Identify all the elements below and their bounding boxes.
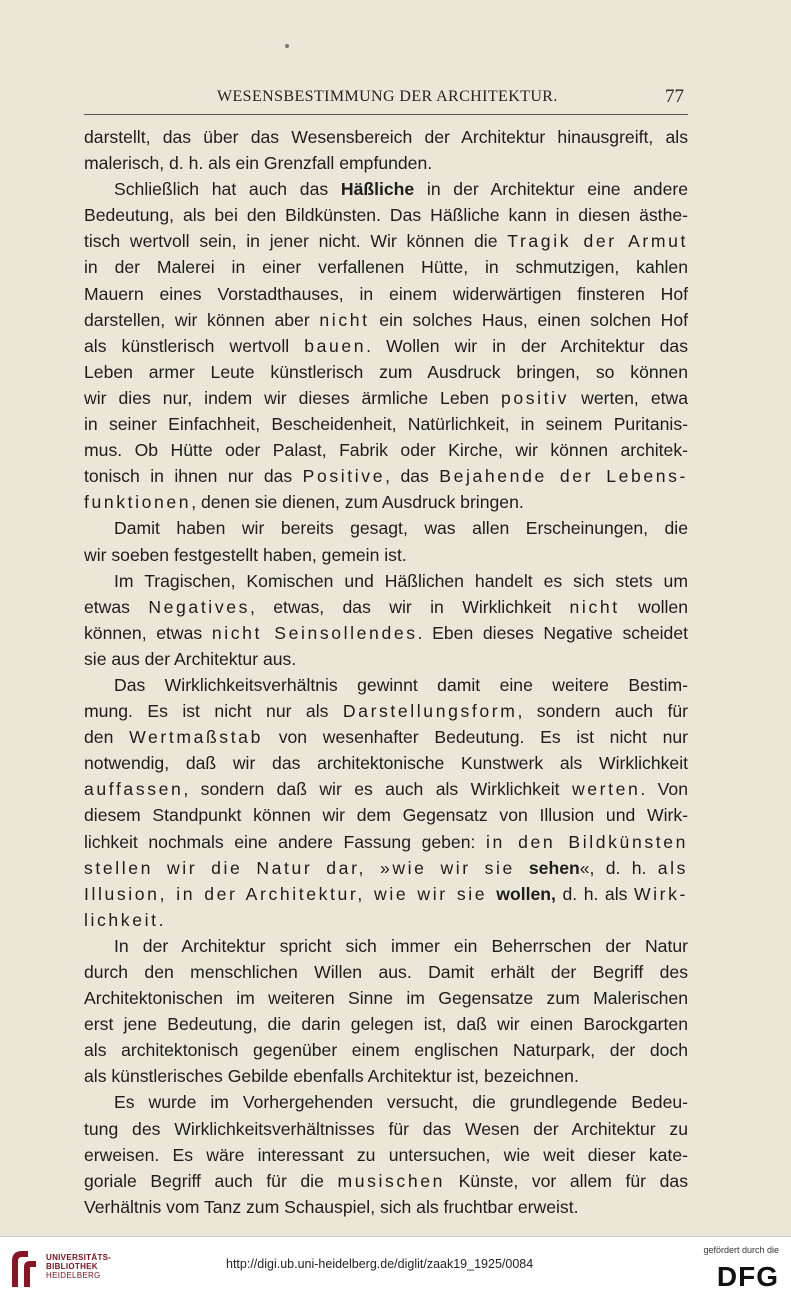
text-run: Leben armer Leute künstlerisch zum Ausdruck bringen, so können xyxy=(84,361,688,382)
text-line xyxy=(84,594,688,620)
text-line xyxy=(84,776,688,802)
text-run: etwas xyxy=(84,596,149,617)
text-run: von wesenhafter Bedeutung. Es ist nicht nur xyxy=(262,727,688,748)
text-line xyxy=(84,150,688,176)
spaced-emphasis: Wertmaßstab xyxy=(129,727,263,748)
text-run: durch den menschlichen Willen aus. Damit erhält der Begriff des xyxy=(84,962,688,982)
text-run: Damit haben wir bereits gesagt, was allen Erscheinungen, die xyxy=(114,518,688,539)
bold-emphasis: sehen xyxy=(528,857,580,878)
text-line xyxy=(84,489,688,515)
spaced-emphasis: Bejahende der Lebens- xyxy=(439,466,688,487)
text-line xyxy=(84,646,688,672)
text-run: Es wurde im Vorhergehenden versucht, die grundlegende Bedeu- xyxy=(114,1092,688,1113)
text-line xyxy=(84,228,688,254)
text-run: , das xyxy=(385,466,440,487)
text-run: Das Wirklichkeitsverhältnis gewinnt damit eine weitere Bestim- xyxy=(114,674,688,695)
text-line xyxy=(84,568,688,594)
spaced-emphasis: als xyxy=(657,857,689,878)
spaced-emphasis: in den Bildkünsten xyxy=(485,831,688,852)
text-run: in der Architektur eine andere xyxy=(414,179,688,200)
permalink-url[interactable]: http://digi.ub.uni-heidelberg.de/diglit/zaak19_1925/0084 xyxy=(226,1257,534,1271)
text-line xyxy=(84,202,688,228)
bold-emphasis: wollen, xyxy=(496,883,556,904)
text-run: Verhältnis vom Tanz zum Schauspiel, sich als fruchtbar erweist. xyxy=(84,1196,579,1217)
text-line xyxy=(84,1142,688,1168)
spaced-emphasis: nicht xyxy=(569,596,620,617)
spaced-emphasis: bauen xyxy=(304,335,367,356)
text-run: erst jene Bedeutung, die darin gelegen ist, daß wir einen Barockgarten xyxy=(84,1014,688,1035)
text-run: In der Architektur spricht sich immer ein Beherrschen der Natur xyxy=(114,935,688,956)
paper-speck xyxy=(285,44,289,48)
bold-emphasis: Häßliche xyxy=(340,179,415,200)
spaced-emphasis: Positive xyxy=(302,466,386,487)
spaced-emphasis: Illusion, in der Architektur, wie wir sie xyxy=(84,883,497,904)
text-run: tung des Wirklichkeitsverhältnisses für das Wesen der Architektur zu xyxy=(84,1118,688,1139)
text-line xyxy=(84,1089,688,1115)
text-run: wollen xyxy=(619,596,688,617)
spaced-emphasis: positiv xyxy=(501,387,570,408)
text-run: tisch wertvoll sein, in jener nicht. Wir können die xyxy=(84,231,508,252)
text-run: darstellen, wir können aber xyxy=(84,309,320,330)
text-line xyxy=(84,385,688,411)
text-run: in der Malerei in einer verfallenen Hütte, in schmutzigen, kahlen xyxy=(84,257,688,278)
text-line xyxy=(84,515,688,541)
text-line xyxy=(84,542,688,568)
text-run: , etwas, das wir in Wirklichkeit xyxy=(250,596,570,617)
text-run: . xyxy=(158,909,164,930)
text-line xyxy=(84,359,688,385)
text-line xyxy=(84,463,688,489)
spaced-emphasis: funktionen xyxy=(84,492,192,513)
text-run: Künste, vor allem für das xyxy=(444,1170,688,1191)
text-run: darstellt, das über das Wesensbereich der Architektur hinausgreift, als xyxy=(84,127,688,147)
text-run: erweisen. Es wäre interessant zu untersuchen, wie weit dieser kate- xyxy=(84,1144,688,1165)
text-line xyxy=(84,881,688,907)
footer-bar xyxy=(0,1236,791,1300)
text-line xyxy=(84,411,688,437)
text-run: lichkeit nochmals eine andere Fassung geben: xyxy=(84,831,486,852)
text-run: malerisch, d. h. als ein Grenzfall empfunden. xyxy=(84,153,433,174)
text-line xyxy=(84,855,688,881)
text-line xyxy=(84,933,688,959)
text-run: . Eben dieses Negative scheidet xyxy=(417,622,688,643)
text-run: «, d. h. xyxy=(579,857,658,878)
text-run: Schließlich hat auch das xyxy=(114,179,341,200)
text-line xyxy=(84,254,688,280)
text-line xyxy=(84,307,688,333)
text-run: sie aus der Architektur aus. xyxy=(84,648,297,669)
text-run: , denen sie dienen, zum Ausdruck bringen. xyxy=(191,492,524,513)
text-run: als künstlerisches Gebilde ebenfalls Architektur ist, bezeichnen. xyxy=(84,1066,579,1087)
text-line xyxy=(84,1063,688,1089)
spaced-emphasis: werten xyxy=(571,779,641,800)
text-run: , sondern daß wir es auch als Wirklichkeit xyxy=(183,779,572,800)
text-run: ein solches Haus, einen solchen Hof xyxy=(369,309,688,330)
page-header xyxy=(84,88,688,115)
text-line xyxy=(84,1011,688,1037)
spaced-emphasis: nicht Seinsollendes xyxy=(211,622,418,643)
library-line: UNIVERSITÄTS- xyxy=(46,1253,112,1262)
text-run: tonisch in ihnen nur das xyxy=(84,466,303,487)
spaced-emphasis: nicht xyxy=(319,309,370,330)
spaced-emphasis: auffassen xyxy=(84,779,184,800)
library-line: HEIDELBERG xyxy=(46,1271,101,1280)
text-run: in seiner Einfachheit, Bescheidenheit, Natürlichkeit, in seinem Puritanis- xyxy=(84,414,688,435)
text-run: mus. Ob Hütte oder Palast, Fabrik oder Kirche, wir können architek- xyxy=(84,440,688,461)
text-run: diesem Standpunkt können wir dem Gegensatz von Illusion und Wirk- xyxy=(84,805,688,826)
text-line xyxy=(84,1116,688,1142)
dfg-logo: DFG xyxy=(716,1261,779,1292)
text-line xyxy=(84,672,688,698)
library-logo-icon xyxy=(8,1247,42,1291)
text-run: mung. Es ist nicht nur als xyxy=(84,701,343,722)
spaced-emphasis: Wirk- xyxy=(633,883,688,904)
text-line xyxy=(84,1194,688,1220)
spaced-emphasis: stellen wir die Natur dar, »wie wir sie xyxy=(84,857,529,878)
spaced-emphasis: Negatives xyxy=(148,596,250,617)
text-line xyxy=(84,1037,688,1063)
text-line xyxy=(84,724,688,750)
spaced-emphasis: Darstellungsform xyxy=(342,701,518,722)
running-title: WESENSBESTIMMUNG DER ARCHITEKTUR. xyxy=(217,88,558,105)
text-line xyxy=(84,333,688,359)
library-line: BIBLIOTHEK xyxy=(46,1262,98,1271)
spaced-emphasis: Tragik der Armut xyxy=(507,231,688,252)
page-number: 77 xyxy=(665,86,684,107)
text-line xyxy=(84,176,688,202)
text-line xyxy=(84,750,688,776)
text-line xyxy=(84,124,688,150)
dfg-caption: gefördert durch die xyxy=(703,1245,779,1255)
text-run: , sondern auch für xyxy=(517,701,688,722)
text-line xyxy=(84,620,688,646)
text-run: können, etwas xyxy=(84,622,212,643)
text-run: wir dies nur, indem wir dieses ärmliche Leben xyxy=(84,387,501,408)
text-run: als künstlerisch wertvoll xyxy=(84,335,305,356)
text-line xyxy=(84,698,688,724)
body-text xyxy=(84,124,688,1220)
text-run: goriale Begriff auch für die xyxy=(84,1170,338,1191)
text-run: werten, etwa xyxy=(569,387,688,408)
text-line xyxy=(84,1168,688,1194)
text-run: notwendig, daß wir das architektonische Kunstwerk als Wirklichkeit xyxy=(84,753,688,774)
text-line xyxy=(84,907,688,933)
text-run: den xyxy=(84,727,130,748)
text-run: Bedeutung, als bei den Bildkünsten. Das Häßliche kann in diesen ästhe- xyxy=(84,205,688,226)
text-run: d. h. als xyxy=(555,883,634,904)
text-line xyxy=(84,802,688,828)
text-run: Architektonischen im weiteren Sinne im Gegensatze zum Malerischen xyxy=(84,988,688,1009)
text-run: Im Tragischen, Komischen und Häßlichen handelt es sich stets um xyxy=(114,570,688,591)
text-run: . Von xyxy=(640,779,688,800)
spaced-emphasis: musischen xyxy=(337,1170,445,1191)
text-run: . Wollen wir in der Architektur das xyxy=(366,335,688,356)
text-line xyxy=(84,829,688,855)
text-run: als architektonisch gegenüber einem englischen Naturpark, der doch xyxy=(84,1040,688,1061)
text-line xyxy=(84,959,688,985)
text-line xyxy=(84,985,688,1011)
text-run: Mauern eines Vorstadthauses, in einem widerwärtigen finsteren Hof xyxy=(84,283,688,304)
text-line xyxy=(84,281,688,307)
text-line xyxy=(84,437,688,463)
library-name xyxy=(46,1253,111,1280)
spaced-emphasis: lichkeit xyxy=(84,909,159,930)
text-run: wir soeben festgestellt haben, gemein ist. xyxy=(84,544,407,565)
